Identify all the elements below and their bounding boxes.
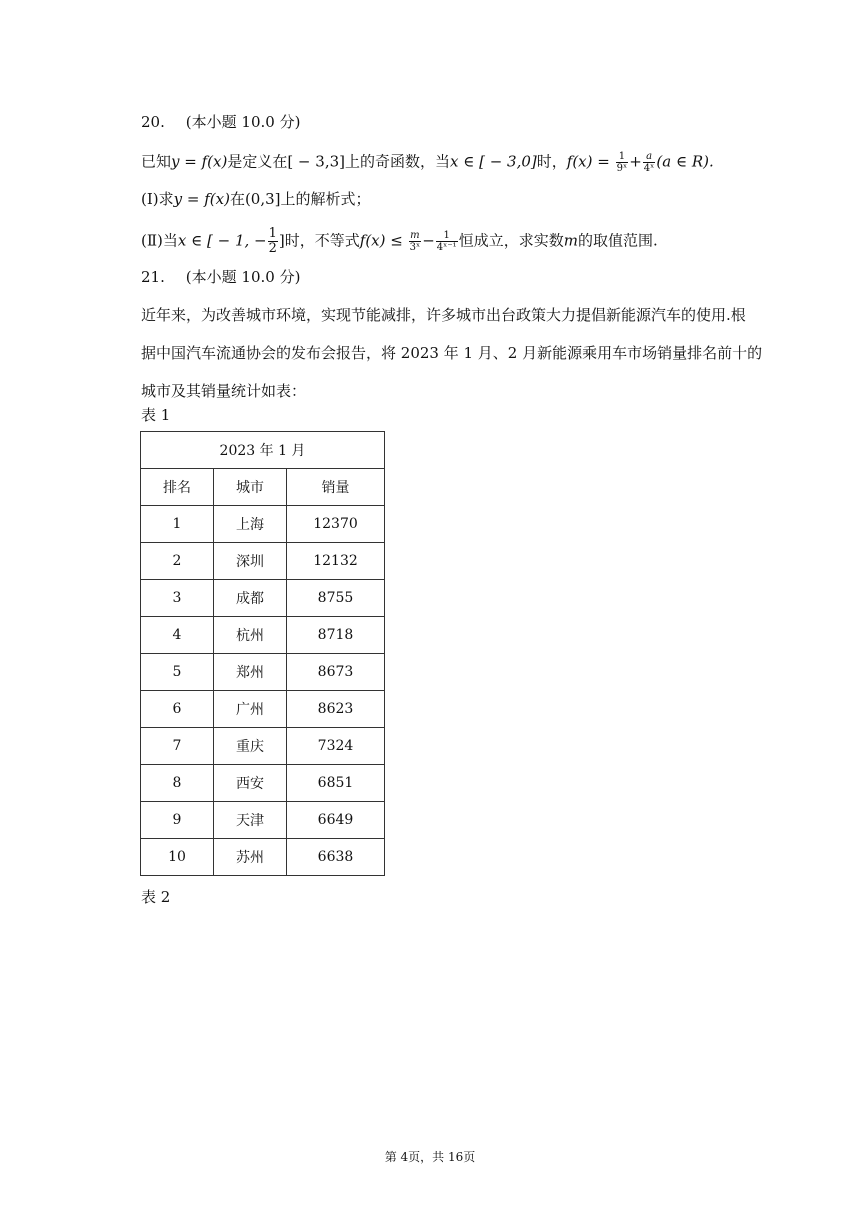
q20-text: 恒成立，求实数 (458, 231, 564, 250)
q20-text: 是定义在[ − 3,3]上的奇函数，当 (227, 152, 450, 171)
q21-heading (141, 267, 300, 287)
operator: − (422, 231, 435, 250)
q20-math: y = f(x) (171, 152, 228, 171)
q20-text: ]时，不等式 (278, 231, 360, 250)
q20-text: 已知 (141, 152, 172, 171)
operator: + (629, 152, 642, 171)
q21-paragraph-line: 据中国汽车流通协会的发布会报告，将 2023 年 1 月、2 月新能源乘用车市场销量排名前十的 (141, 344, 763, 362)
table-cell: 7324 (287, 728, 385, 765)
table-row (141, 839, 385, 876)
fraction (268, 227, 278, 256)
fraction-numerator: 1 (616, 151, 629, 163)
q21-paragraph-line: 近年来，为改善城市环境，实现节能减排，许多城市出台政策大力提倡新能源汽车的使用.根 (141, 306, 746, 324)
table-caption-row (141, 432, 385, 469)
q20-text: 时， (536, 152, 567, 171)
fraction (616, 151, 629, 174)
q20-text: (Ⅱ)当 (141, 231, 178, 250)
q20-math: m (563, 231, 578, 250)
fraction-numerator: 1 (268, 226, 277, 241)
table-cell: 3 (141, 580, 214, 617)
table-cell: 深圳 (214, 543, 287, 580)
q20-score: (本小题 10.0 分) (185, 113, 301, 131)
table-cell: 6638 (287, 839, 385, 876)
q20-math: x ∈ [ − 3,0] (449, 152, 537, 171)
table-cell: 4 (141, 617, 214, 654)
fraction (436, 230, 458, 253)
q20-part2 (141, 227, 658, 256)
fraction-denominator: 3ˣ (409, 242, 421, 253)
table-row (141, 728, 385, 765)
q20-text: (Ⅰ)求 (141, 190, 174, 208)
table-cell: 广州 (214, 691, 287, 728)
table-cell: 西安 (214, 765, 287, 802)
q20-math: x ∈ [ − 1, − (177, 231, 267, 250)
table-row (141, 617, 385, 654)
table-cell: 8718 (287, 617, 385, 654)
sales-table (140, 431, 385, 876)
table-row (141, 654, 385, 691)
q21-score: (本小题 10.0 分) (185, 268, 301, 286)
table-header-row (141, 469, 385, 506)
table-cell: 8 (141, 765, 214, 802)
table2-label: 表 2 (141, 888, 171, 906)
table-cell: 8673 (287, 654, 385, 691)
column-header: 城市 (214, 469, 287, 506)
table-cell: 12132 (287, 543, 385, 580)
q20-math: y = f(x) (173, 190, 230, 208)
table-cell: 杭州 (214, 617, 287, 654)
table-caption: 2023 年 1 月 (141, 432, 385, 469)
table-cell: 2 (141, 543, 214, 580)
table-cell: 苏州 (214, 839, 287, 876)
page-footer: 第 4页，共 16页 (384, 1150, 476, 1164)
table-cell: 9 (141, 802, 214, 839)
table-cell: 6 (141, 691, 214, 728)
table-cell: 上海 (214, 506, 287, 543)
q20-part1 (141, 189, 371, 209)
fraction (643, 151, 656, 174)
table-cell: 8755 (287, 580, 385, 617)
q20-text: 在(0,3]上的解析式； (229, 190, 371, 208)
table-cell: 10 (141, 839, 214, 876)
table-row (141, 506, 385, 543)
fraction-denominator: 4ˣ⁻¹ (436, 242, 457, 253)
q20-math: (a ∈ R). (656, 152, 714, 171)
table-row (141, 802, 385, 839)
q21-paragraph-line: 城市及其销量统计如表： (141, 382, 307, 400)
fraction-numerator: 1 (436, 230, 458, 242)
fraction-numerator: a (643, 151, 656, 163)
table-cell: 6851 (287, 765, 385, 802)
table-row (141, 691, 385, 728)
table-cell: 12370 (287, 506, 385, 543)
table-cell: 6649 (287, 802, 385, 839)
table-row (141, 543, 385, 580)
q20-statement (141, 151, 714, 174)
q20-number: 20. (141, 113, 165, 131)
table-cell: 郑州 (214, 654, 287, 691)
table-row (141, 580, 385, 617)
table1-label: 表 1 (141, 406, 171, 424)
q21-number: 21. (141, 268, 165, 286)
fraction-denominator: 2 (268, 241, 277, 256)
table-cell: 1 (141, 506, 214, 543)
table-cell: 成都 (214, 580, 287, 617)
q20-heading (141, 112, 300, 132)
table-cell: 天津 (214, 802, 287, 839)
table-cell: 8623 (287, 691, 385, 728)
table-cell: 5 (141, 654, 214, 691)
column-header: 销量 (287, 469, 385, 506)
fraction (409, 230, 422, 253)
fraction-denominator: 9ˣ (616, 163, 628, 174)
fraction-numerator: m (410, 230, 420, 241)
q20-math: f(x) = (566, 152, 610, 171)
q20-math: f(x) ≤ (359, 231, 403, 250)
table-cell: 重庆 (214, 728, 287, 765)
table-cell: 7 (141, 728, 214, 765)
table-row (141, 765, 385, 802)
q20-text: 的取值范围. (577, 231, 658, 250)
column-header: 排名 (141, 469, 214, 506)
fraction-denominator: 4ˣ (643, 163, 655, 174)
